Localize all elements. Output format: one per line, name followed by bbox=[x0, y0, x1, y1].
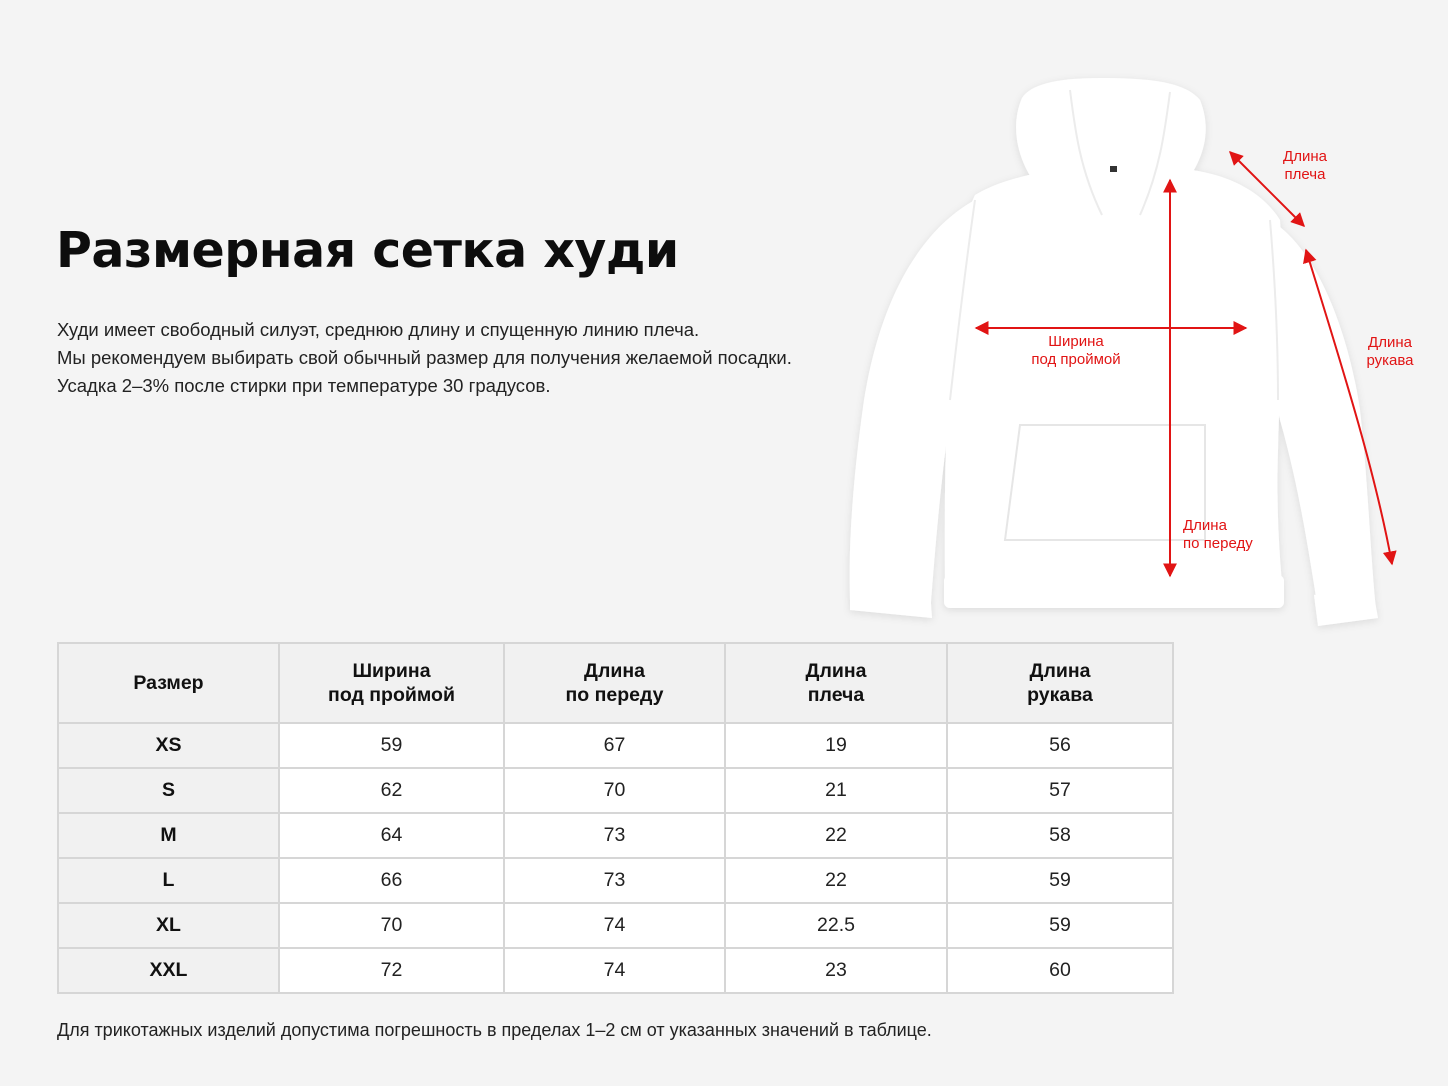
description-line: Мы рекомендуем выбирать свой обычный размер для получения желаемой посадки. bbox=[57, 347, 792, 368]
table-cell: 74 bbox=[504, 948, 725, 993]
table-cell: 57 bbox=[947, 768, 1173, 813]
table-cell: 58 bbox=[947, 813, 1173, 858]
size-cell: XXL bbox=[58, 948, 279, 993]
table-cell: 62 bbox=[279, 768, 504, 813]
table-cell: 66 bbox=[279, 858, 504, 903]
size-cell: XL bbox=[58, 903, 279, 948]
table-cell: 21 bbox=[725, 768, 947, 813]
table-cell: 67 bbox=[504, 723, 725, 768]
table-row bbox=[58, 948, 1173, 993]
table-row bbox=[58, 858, 1173, 903]
description bbox=[57, 316, 792, 400]
description-line: Усадка 2–3% после стирки при температуре 30 градусов. bbox=[57, 375, 551, 396]
table-cell: 60 bbox=[947, 948, 1173, 993]
table-cell: 73 bbox=[504, 858, 725, 903]
size-cell: M bbox=[58, 813, 279, 858]
table-cell: 64 bbox=[279, 813, 504, 858]
size-cell: S bbox=[58, 768, 279, 813]
table-cell: 22 bbox=[725, 858, 947, 903]
header-width: Ширина под проймой bbox=[279, 643, 504, 723]
header-shoulder-length: Длина плеча bbox=[725, 643, 947, 723]
shoulder-length-label: Длина плеча bbox=[1283, 148, 1327, 183]
table-cell: 23 bbox=[725, 948, 947, 993]
table-cell: 59 bbox=[947, 903, 1173, 948]
table-cell: 19 bbox=[725, 723, 947, 768]
table-cell: 59 bbox=[947, 858, 1173, 903]
hoodie-diagram bbox=[840, 70, 1448, 640]
page-title: Размерная сетка худи bbox=[56, 222, 679, 279]
table-header-row bbox=[58, 643, 1173, 723]
table-cell: 70 bbox=[279, 903, 504, 948]
table-cell: 22 bbox=[725, 813, 947, 858]
table-cell: 74 bbox=[504, 903, 725, 948]
footnote: Для трикотажных изделий допустима погрешность в пределах 1–2 см от указанных значений в таблице. bbox=[57, 1020, 932, 1040]
table-cell: 70 bbox=[504, 768, 725, 813]
table-row bbox=[58, 723, 1173, 768]
width-label: Ширина под проймой bbox=[1031, 333, 1121, 368]
table-cell: 72 bbox=[279, 948, 504, 993]
table-cell: 22.5 bbox=[725, 903, 947, 948]
size-cell: XS bbox=[58, 723, 279, 768]
sleeve-length-label: Длина рукава bbox=[1366, 334, 1414, 369]
header-size: Размер bbox=[58, 643, 279, 723]
table-row bbox=[58, 813, 1173, 858]
table-cell: 59 bbox=[279, 723, 504, 768]
table-cell: 56 bbox=[947, 723, 1173, 768]
header-front-length: Длина по переду bbox=[504, 643, 725, 723]
header-sleeve-length: Длина рукава bbox=[947, 643, 1173, 723]
front-length-label: Длина по переду bbox=[1183, 517, 1253, 552]
table-row bbox=[58, 768, 1173, 813]
size-table bbox=[57, 642, 1174, 994]
table-row bbox=[58, 903, 1173, 948]
table-cell: 73 bbox=[504, 813, 725, 858]
size-cell: L bbox=[58, 858, 279, 903]
description-line: Худи имеет свободный силуэт, среднюю длину и спущенную линию плеча. bbox=[57, 319, 700, 340]
